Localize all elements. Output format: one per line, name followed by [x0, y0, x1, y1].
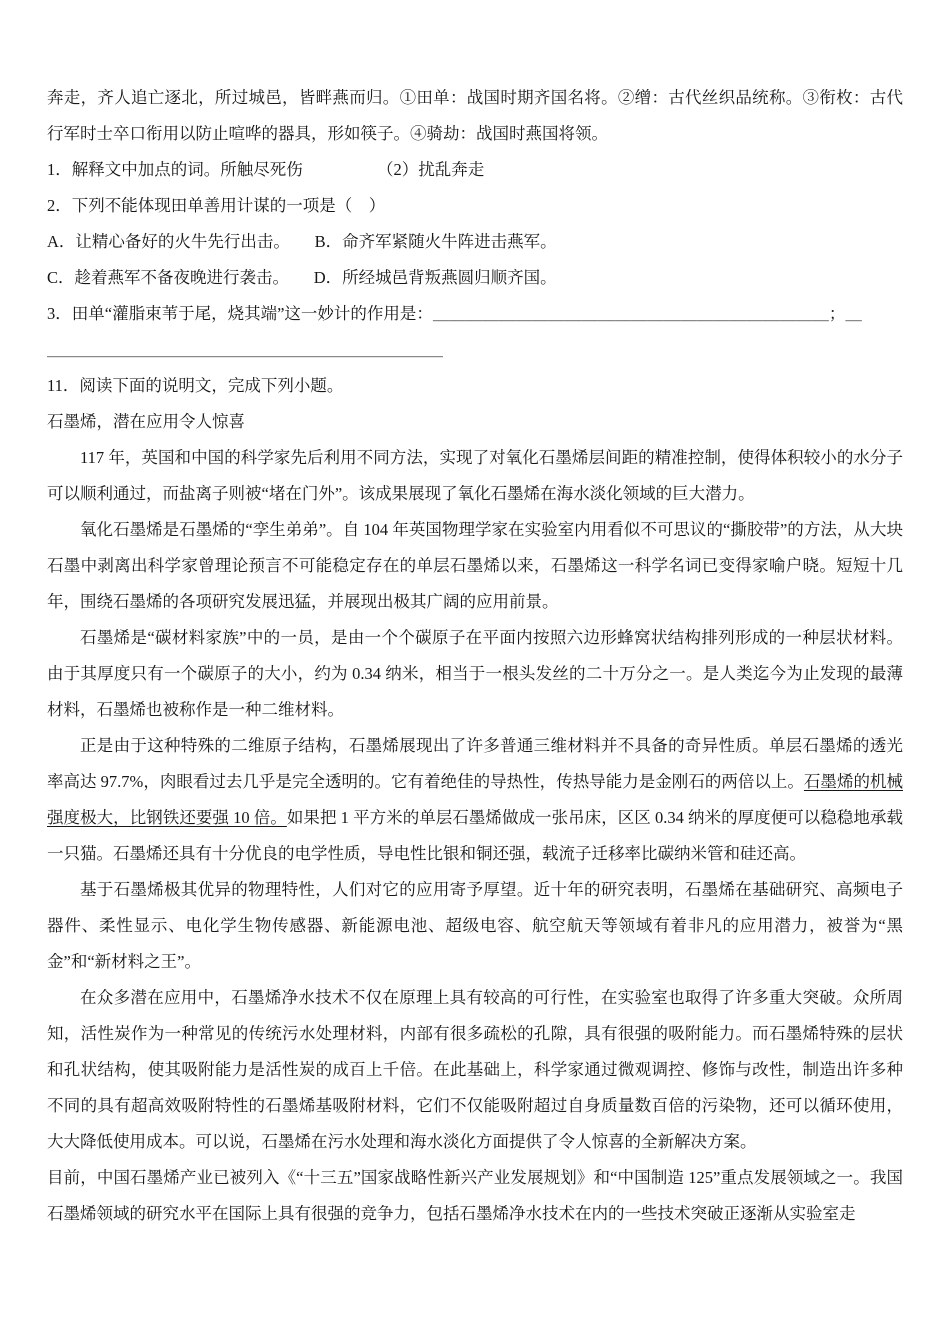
passage-para-3: 石墨烯是“碳材料家族”中的一员，是由一个个碳原子在平面内按照六边形蜂窝状结构排列形成的一种层状材料。由于其厚度只有一个碳原子的大小，约为 0.34 纳米，相当于一根头发丝的二十万分之一。是人类迄今为止发现的最薄材料，石墨烯也被称作是一种二维材料。	[47, 628, 903, 719]
passage-para-4-pre: 正是由于这种特殊的二维原子结构，石墨烯展现出了许多普通三维材料并不具备的奇异性质。单层石墨烯的透光率高达 97.7%，肉眼看过去几乎是完全透明的。它有着绝佳的导热性，传热导能力是金刚石的两倍以上。	[47, 736, 903, 791]
passage-para-2: 氧化石墨烯是石墨烯的“孪生弟弟”。自 104 年英国物理学家在实验室内用看似不可思议的“撕胶带”的方法，从大块石墨中剥离出科学家曾理论预言不可能稳定存在的单层石墨烯以来，石墨烯这一科学名词已变得家喻户晓。短短十几年，围绕石墨烯的各项研究发展迅猛，并展现出极其广阔的应用前景。	[47, 520, 903, 611]
passage-para-1: 117 年，英国和中国的科学家先后利用不同方法，实现了对氧化石墨烯层间距的精准控制，使得体积较小的水分子可以顺利通过，而盐离子则被“堵在门外”。该成果展现了氧化石墨烯在海水淡化领域的巨大潜力。	[47, 448, 903, 503]
answer-blank-line: ＿＿＿＿＿＿＿＿＿＿＿＿＿＿＿＿＿＿＿＿＿＿＿＿	[47, 340, 443, 359]
passage-para-4	[47, 728, 903, 872]
passage-para-7: 目前，中国石墨烯产业已被列入《“十三五”国家战略性新兴产业发展规划》和“中国制造 125”重点发展领域之一。我国石墨烯领域的研究水平在国际上具有很强的竞争力，包括石墨烯净水技术在内的一些技术突破正逐渐从实验室走	[47, 1168, 903, 1223]
question-1: 1．解释文中加点的词。所触尽死伤 （2）扰乱奔走	[47, 160, 485, 179]
passage-notes-continuation: 奔走，齐人追亡逐北，所过城邑，皆畔燕而归。①田单：战国时期齐国名将。②缯：古代丝织品统称。③衔枚：古代行军时士卒口衔用以防止喧哗的器具，形如筷子。④骑劫：战国时燕国将领。	[47, 88, 903, 143]
passage-para-4-post: 如果把 1 平方米的单层石墨烯做成一张吊床，区区 0.34 纳米的厚度便可以稳稳地承载一只猫。石墨烯还具有十分优良的电学性质，导电性比银和铜还强，载流子迁移率比碳纳米管和硅还高。	[47, 808, 904, 863]
question-2-options-ab: A．让精心备好的火牛先行出击。 B．命齐军紧随火牛阵进击燕军。	[47, 232, 557, 251]
passage-para-6: 在众多潜在应用中，石墨烯净水技术不仅在原理上具有较高的可行性，在实验室也取得了许多重大突破。众所周知，活性炭作为一种常见的传统污水处理材料，内部有很多疏松的孔隙，具有很强的吸附能力。而石墨烯特殊的层状和孔状结构，使其吸附能力是活性炭的成百上千倍。在此基础上，科学家通过微观调控、修饰与改性，制造出许多种不同的具有超高效吸附特性的石墨烯基吸附材料，它们不仅能吸附超过自身质量数百倍的污染物，还可以循环使用，大大降低使用成本。可以说，石墨烯在污水处理和海水淡化方面提供了令人惊喜的全新解决方案。	[47, 988, 903, 1151]
question-2-options-cd: C．趁着燕军不备夜晚进行袭击。 D．所经城邑背叛燕圆归顺齐国。	[47, 268, 557, 287]
underlined-text: 石墨烯的机械强度极大，比钢铁还要强 10 倍。	[47, 772, 903, 827]
passage-title: 石墨烯，潜在应用令人惊喜	[47, 412, 245, 431]
question-3-with-blank: 3．田单“灌脂束苇于尾，烧其端”这一妙计的作用是：＿＿＿＿＿＿＿＿＿＿＿＿＿＿＿＿＿＿＿＿＿＿＿＿；＿	[47, 304, 862, 323]
question-2: 2．下列不能体现田单善用计谋的一项是（ ）	[47, 196, 386, 215]
passage-para-5: 基于石墨烯极其优异的物理特性，人们对它的应用寄予厚望。近十年的研究表明，石墨烯在基础研究、高频电子器件、柔性显示、电化学生物传感器、新能源电池、超级电容、航空航天等领域有着非凡的应用潜力，被誉为“黑金”和“新材料之王”。	[47, 880, 903, 971]
question-11: 11．阅读下面的说明文，完成下列小题。	[47, 376, 344, 395]
